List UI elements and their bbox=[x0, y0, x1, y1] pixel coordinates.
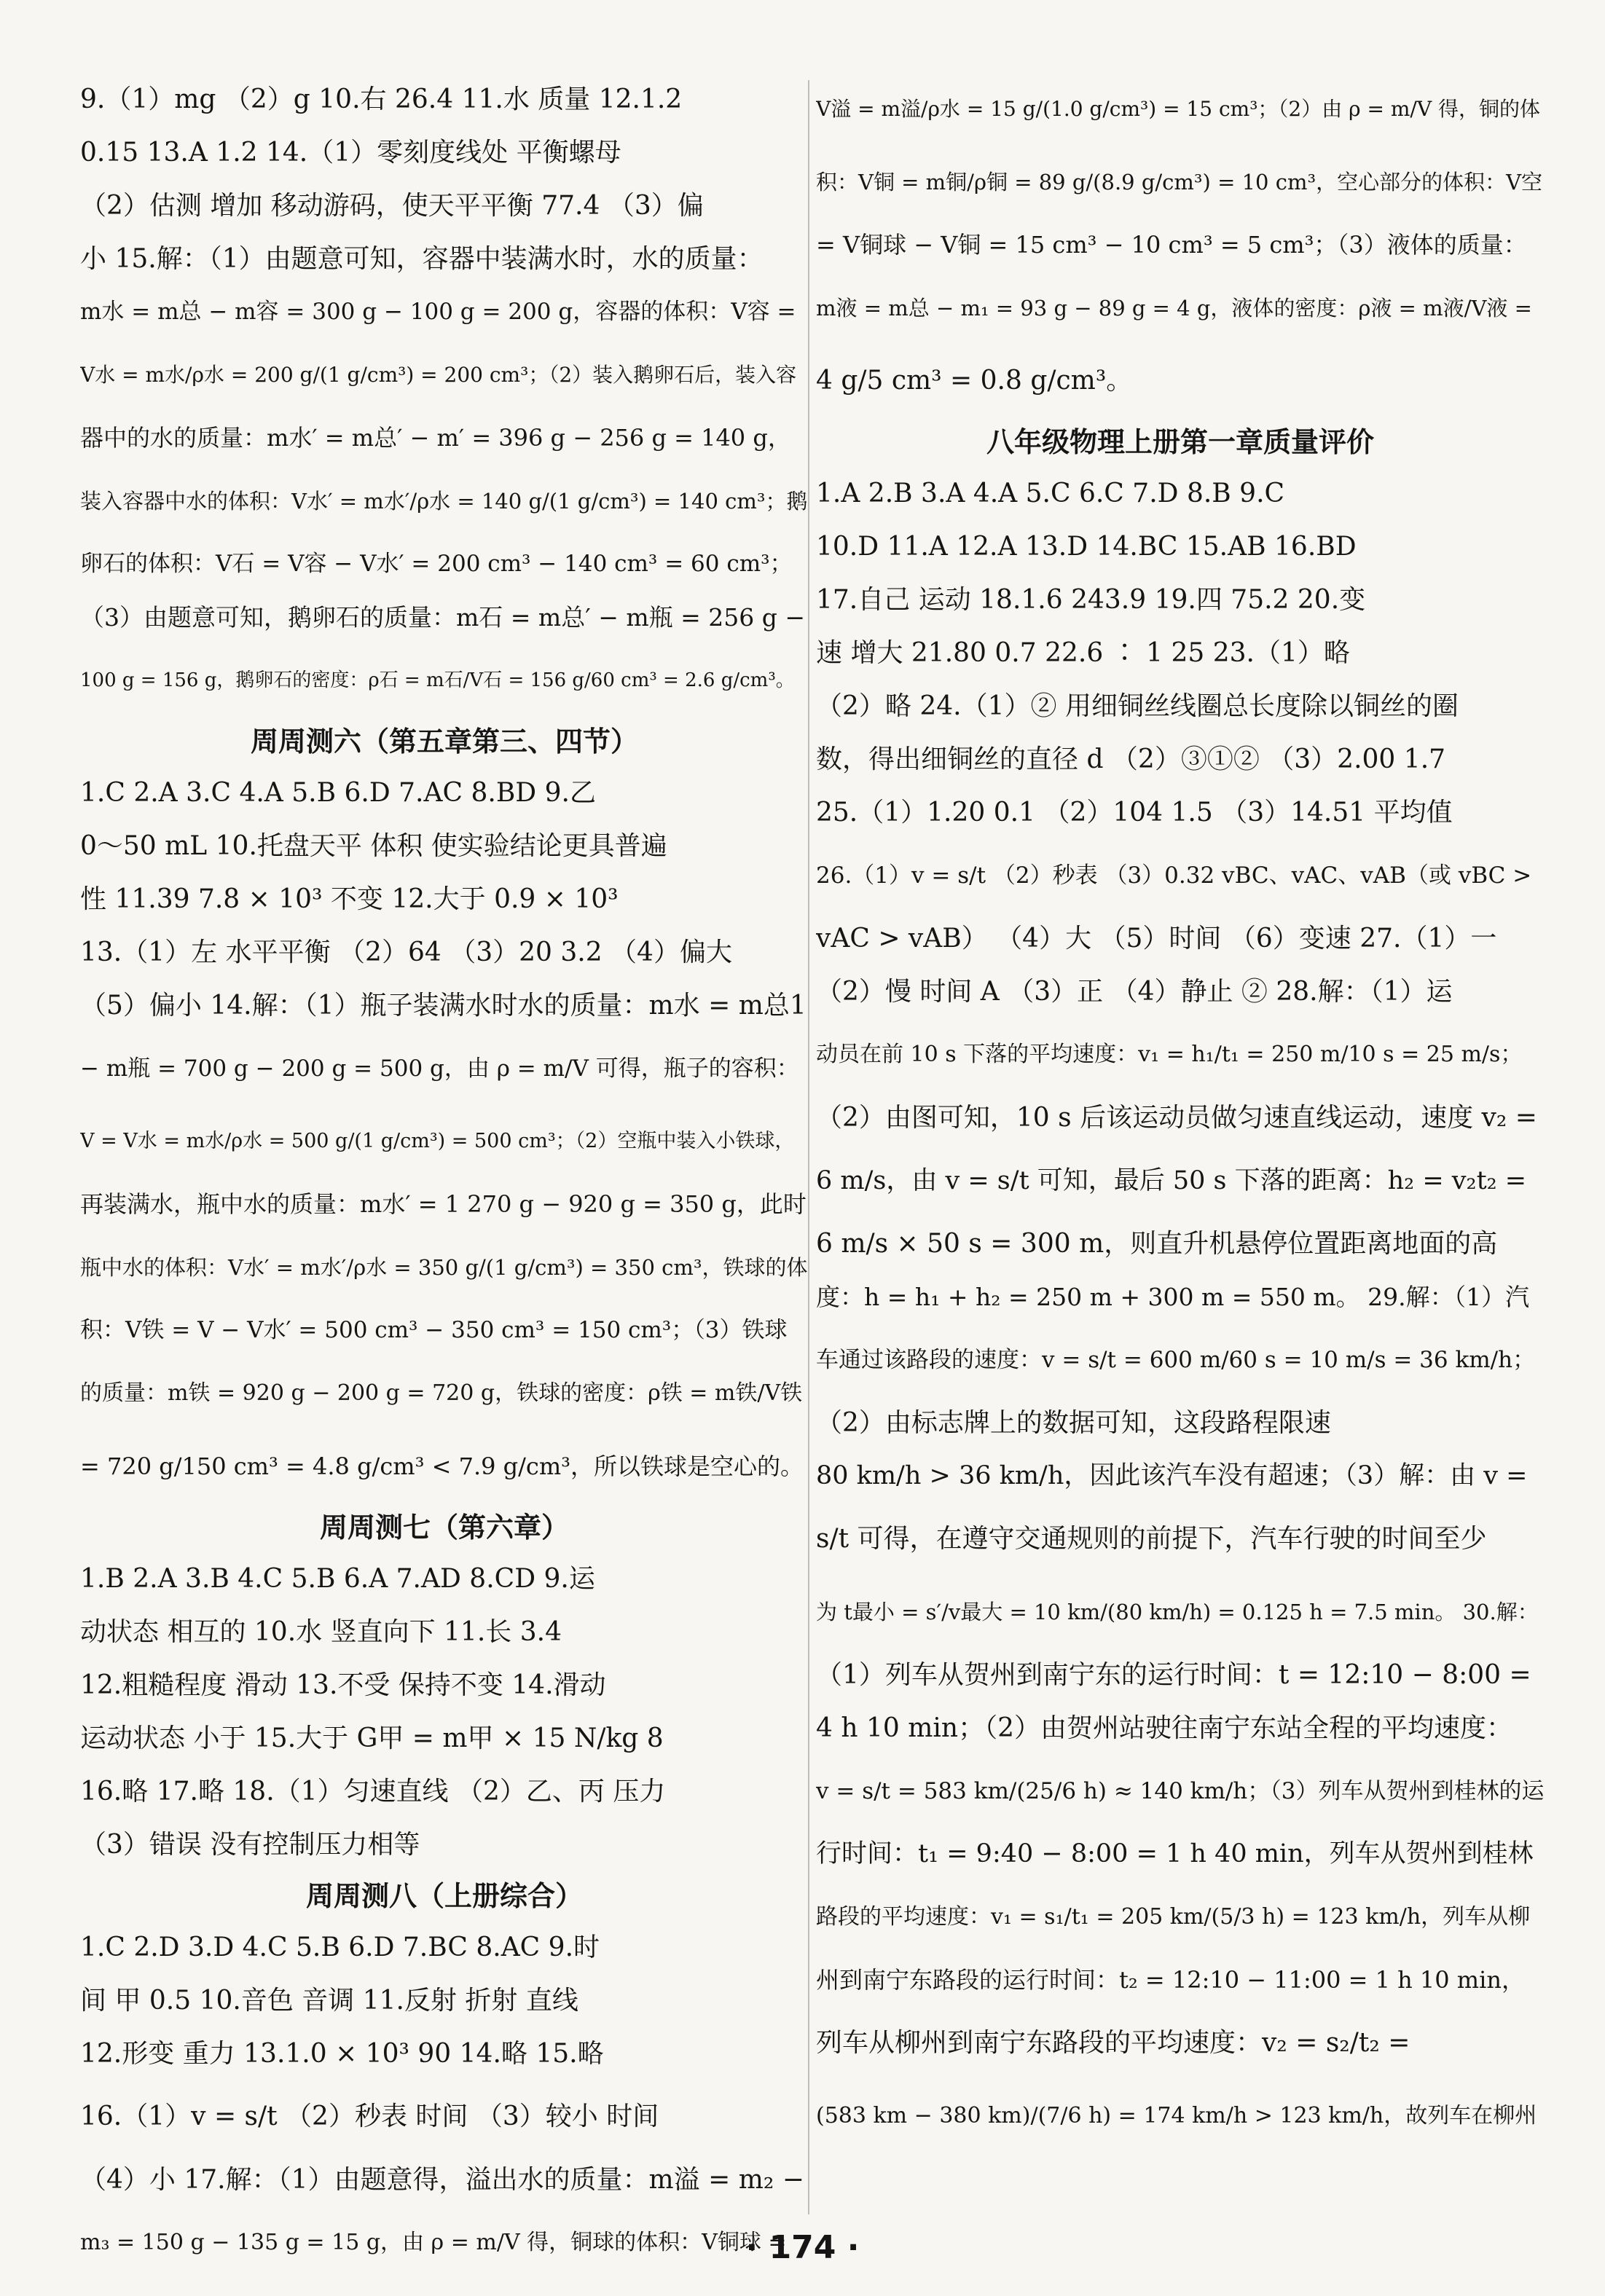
answer-line: （2）慢 时间 A （3）正 （4）静止 ② 28.解：（1）运 bbox=[816, 977, 1453, 1007]
answer-line: 6 m/s，由 v = s/t 可知，最后 50 s 下落的距离：h₂ = v₂t₂ = bbox=[816, 1166, 1527, 1195]
answer-line: 9.（1）mg （2）g 10.右 26.4 11.水 质量 12.1.2 bbox=[80, 84, 683, 114]
answer-line: (583 km − 380 km)/(7/6 h) = 174 km/h > 123 km/h，故列车在柳州 bbox=[816, 2103, 1537, 2128]
answer-line: s/t 可得，在遵守交通规则的前提下，汽车行驶的时间至少 bbox=[816, 1524, 1487, 1554]
answer-line: 速 增大 21.80 0.7 22.6 ∶ 1 25 23.（1）略 bbox=[816, 638, 1350, 668]
answer-line: 数，得出细铜丝的直径 d （2）③①② （3）2.00 1.7 bbox=[816, 744, 1446, 774]
answer-line: 10.D 11.A 12.A 13.D 14.BC 15.AB 16.BD bbox=[816, 532, 1357, 562]
answer-line: （3）由题意可知，鹅卵石的质量：m石 = m总′ − m瓶 = 256 g − bbox=[80, 603, 805, 632]
answer-line: （2）由图可知，10 s 后该运动员做匀速直线运动，速度 v₂ = bbox=[816, 1103, 1537, 1133]
answer-line: 小 15.解：（1）由题意可知，容器中装满水时，水的质量： bbox=[80, 244, 764, 274]
right-column bbox=[816, 73, 1545, 2152]
answer-line: 列车从柳州到南宁东路段的平均速度：v₂ = s₂/t₂ = bbox=[816, 2028, 1410, 2058]
answer-line: 的质量：m铁 = 920 g − 200 g = 720 g，铁球的密度：ρ铁 = m铁/V铁 bbox=[80, 1380, 803, 1406]
answer-line: 13.（1）左 水平平衡 （2）64 （3）20 3.2 （4）偏大 bbox=[80, 937, 732, 967]
answer-line: 26.（1）v = s/t （2）秒表 （3）0.32 vBC、vAC、vAB（或 vBC > bbox=[816, 862, 1532, 889]
answer-line: （2）由标志牌上的数据可知，这段路程限速 bbox=[816, 1408, 1331, 1438]
answer-line: （1）列车从贺州到南宁东的运行时间：t = 12:10 − 8:00 = bbox=[816, 1660, 1531, 1690]
answer-line: V水 = m水/ρ水 = 200 g/(1 g/cm³) = 200 cm³；（2）装入鹅卵石后，装入容 bbox=[80, 363, 797, 387]
answer-line: = 720 g/150 cm³ = 4.8 g/cm³ < 7.9 g/cm³，所以铁球是空心的。 bbox=[80, 1452, 804, 1480]
answer-line: m液 = m总 − m₁ = 93 g − 89 g = 4 g，液体的密度：ρ液 = m液/V液 = bbox=[816, 296, 1532, 321]
column-divider bbox=[808, 80, 809, 2214]
answer-line: 12.粗糙程度 滑动 13.不受 保持不变 14.滑动 bbox=[80, 1670, 606, 1700]
answer-line: 100 g = 156 g，鹅卵石的密度：ρ石 = m石/V石 = 156 g/60 cm³ = 2.6 g/cm³。 bbox=[80, 669, 795, 691]
answer-line: 动状态 相互的 10.水 竖直向下 11.长 3.4 bbox=[80, 1617, 562, 1647]
answer-line: 为 t最小 = s′/v最大 = 10 km/(80 km/h) = 0.125 h = 7.5 min。 30.解： bbox=[816, 1600, 1539, 1624]
answer-line: vAC > vAB） （4）大 （5）时间 （6）变速 27.（1）一 bbox=[816, 924, 1497, 954]
answer-line: 16.略 17.略 18.（1）匀速直线 （2）乙、丙 压力 bbox=[80, 1777, 666, 1806]
section-heading: 八年级物理上册第一章质量评价 bbox=[986, 426, 1374, 458]
answer-line: 25.（1）1.20 0.1 （2）104 1.5 （3）14.51 平均值 bbox=[816, 798, 1453, 827]
answer-line: 卵石的体积：V石 = V容 − V水′ = 200 cm³ − 140 cm³ = 60 cm³； bbox=[80, 551, 793, 577]
answer-line: 17.自己 运动 18.1.6 243.9 19.四 75.2 20.变 bbox=[816, 585, 1366, 615]
answer-line: 间 甲 0.5 10.音色 音调 11.反射 折射 直线 bbox=[80, 1986, 578, 2016]
answer-line: 1.A 2.B 3.A 4.A 5.C 6.C 7.D 8.B 9.C bbox=[816, 479, 1285, 508]
answer-line: 性 11.39 7.8 × 10³ 不变 12.大于 0.9 × 10³ bbox=[80, 884, 619, 914]
section-heading: 周周测六（第五章第三、四节） bbox=[250, 726, 638, 758]
answer-line: 器中的水的质量：m水′ = m总′ − m′ = 396 g − 256 g = 140 g， bbox=[80, 424, 791, 452]
answer-line: 路段的平均速度：v₁ = s₁/t₁ = 205 km/(5/3 h) = 123 km/h，列车从柳 bbox=[816, 1904, 1531, 1930]
answer-line: 积：V铜 = m铜/ρ铜 = 89 g/(8.9 g/cm³) = 10 cm³，空心部分的体积：V空 bbox=[816, 170, 1543, 194]
answer-line: m₃ = 150 g − 135 g = 15 g，由 ρ = m/V 得，铜球的体积：V铜球 = bbox=[80, 2230, 787, 2255]
answer-line: = V铜球 − V铜 = 15 cm³ − 10 cm³ = 5 cm³；（3）液体的质量： bbox=[816, 231, 1527, 259]
answer-line: 行时间：t₁ = 9:40 − 8:00 = 1 h 40 min，列车从贺州到桂林 bbox=[816, 1839, 1534, 1868]
section-heading: 周周测七（第六章） bbox=[319, 1511, 569, 1544]
answer-line: （4）小 17.解：（1）由题意得，溢出水的质量：m溢 = m₂ − bbox=[80, 2165, 804, 2195]
answer-line: （2）略 24.（1）② 用细铜丝线圈总长度除以铜丝的圈 bbox=[816, 691, 1459, 721]
answer-line: 1.C 2.A 3.C 4.A 5.B 6.D 7.AC 8.BD 9.乙 bbox=[80, 778, 596, 808]
answer-line: 瓶中水的体积：V水′ = m水′/ρ水 = 350 g/(1 g/cm³) = 350 cm³，铁球的体 bbox=[80, 1255, 808, 1280]
answer-line: （2）估测 增加 移动游码，使天平平衡 77.4 （3）偏 bbox=[80, 191, 704, 221]
section-heading: 周周测八（上册综合） bbox=[305, 1880, 583, 1912]
answer-line: 4 g/5 cm³ = 0.8 g/cm³。 bbox=[816, 366, 1133, 396]
answer-line: 再装满水，瓶中水的质量：m水′ = 1 270 g − 920 g = 350 g，此时 bbox=[80, 1190, 807, 1218]
page-number: · 174 · bbox=[745, 2229, 860, 2266]
answer-line: 运动状态 小于 15.大于 G甲 = m甲 × 15 N/kg 8 bbox=[80, 1723, 664, 1753]
answer-line: 动员在前 10 s 下落的平均速度：v₁ = h₁/t₁ = 250 m/10 s = 25 m/s； bbox=[816, 1042, 1523, 1067]
answer-line: （5）偏小 14.解：（1）瓶子装满水时水的质量：m水 = m总1 bbox=[80, 991, 807, 1021]
answer-line: 积：V铁 = V − V水′ = 500 cm³ − 350 cm³ = 150 cm³；（3）铁球 bbox=[80, 1317, 788, 1343]
answer-line: 装入容器中水的体积：V水′ = m水′/ρ水 = 140 g/(1 g/cm³) = 140 cm³；鹅 bbox=[80, 489, 808, 514]
answer-line: − m瓶 = 700 g − 200 g = 500 g，由 ρ = m/V 可得，瓶子的容积： bbox=[80, 1055, 799, 1082]
answer-line: 0.15 13.A 1.2 14.（1）零刻度线处 平衡螺母 bbox=[80, 138, 621, 168]
answer-line: 州到南宁东路段的运行时间：t₂ = 12:10 − 11:00 = 1 h 10 min， bbox=[816, 1966, 1525, 1994]
left-column bbox=[80, 73, 809, 2279]
answer-line: 6 m/s × 50 s = 300 m，则直升机悬停位置距离地面的高 bbox=[816, 1229, 1498, 1259]
answer-line: 1.C 2.D 3.D 4.C 5.B 6.D 7.BC 8.AC 9.时 bbox=[80, 1933, 600, 1962]
answer-line: 度：h = h₁ + h₂ = 250 m + 300 m = 550 m。 29.解：（1）汽 bbox=[816, 1283, 1530, 1311]
answer-line: v = s/t = 583 km/(25/6 h) ≈ 140 km/h；（3）列车从贺州到桂林的运 bbox=[816, 1778, 1545, 1804]
answer-line: V溢 = m溢/ρ水 = 15 g/(1.0 g/cm³) = 15 cm³；（2）由 ρ = m/V 得，铜的体 bbox=[816, 97, 1540, 121]
answer-line: 1.B 2.A 3.B 4.C 5.B 6.A 7.AD 8.CD 9.运 bbox=[80, 1564, 595, 1594]
answer-line: 16.（1）v = s/t （2）秒表 时间 （3）较小 时间 bbox=[80, 2102, 659, 2131]
answer-line: m水 = m总 − m容 = 300 g − 100 g = 200 g，容器的体积：V容 = bbox=[80, 299, 796, 325]
answer-line: V = V水 = m水/ρ水 = 500 g/(1 g/cm³) = 500 cm³；（2）空瓶中装入小铁球， bbox=[80, 1130, 795, 1152]
answer-line: 4 h 10 min；（2）由贺州站驶往南宁东站全程的平均速度： bbox=[816, 1713, 1512, 1743]
answer-line: 0～50 mL 10.托盘天平 体积 使实验结论更具普遍 bbox=[80, 831, 667, 861]
answer-line: 12.形变 重力 13.1.0 × 10³ 90 14.略 15.略 bbox=[80, 2039, 604, 2069]
answer-line: （3）错误 没有控制压力相等 bbox=[80, 1830, 420, 1860]
answer-line: 80 km/h > 36 km/h，因此该汽车没有超速；（3）解：由 v = bbox=[816, 1461, 1528, 1490]
answer-line: 车通过该路段的速度：v = s/t = 600 m/60 s = 10 m/s = 36 km/h； bbox=[816, 1347, 1536, 1373]
